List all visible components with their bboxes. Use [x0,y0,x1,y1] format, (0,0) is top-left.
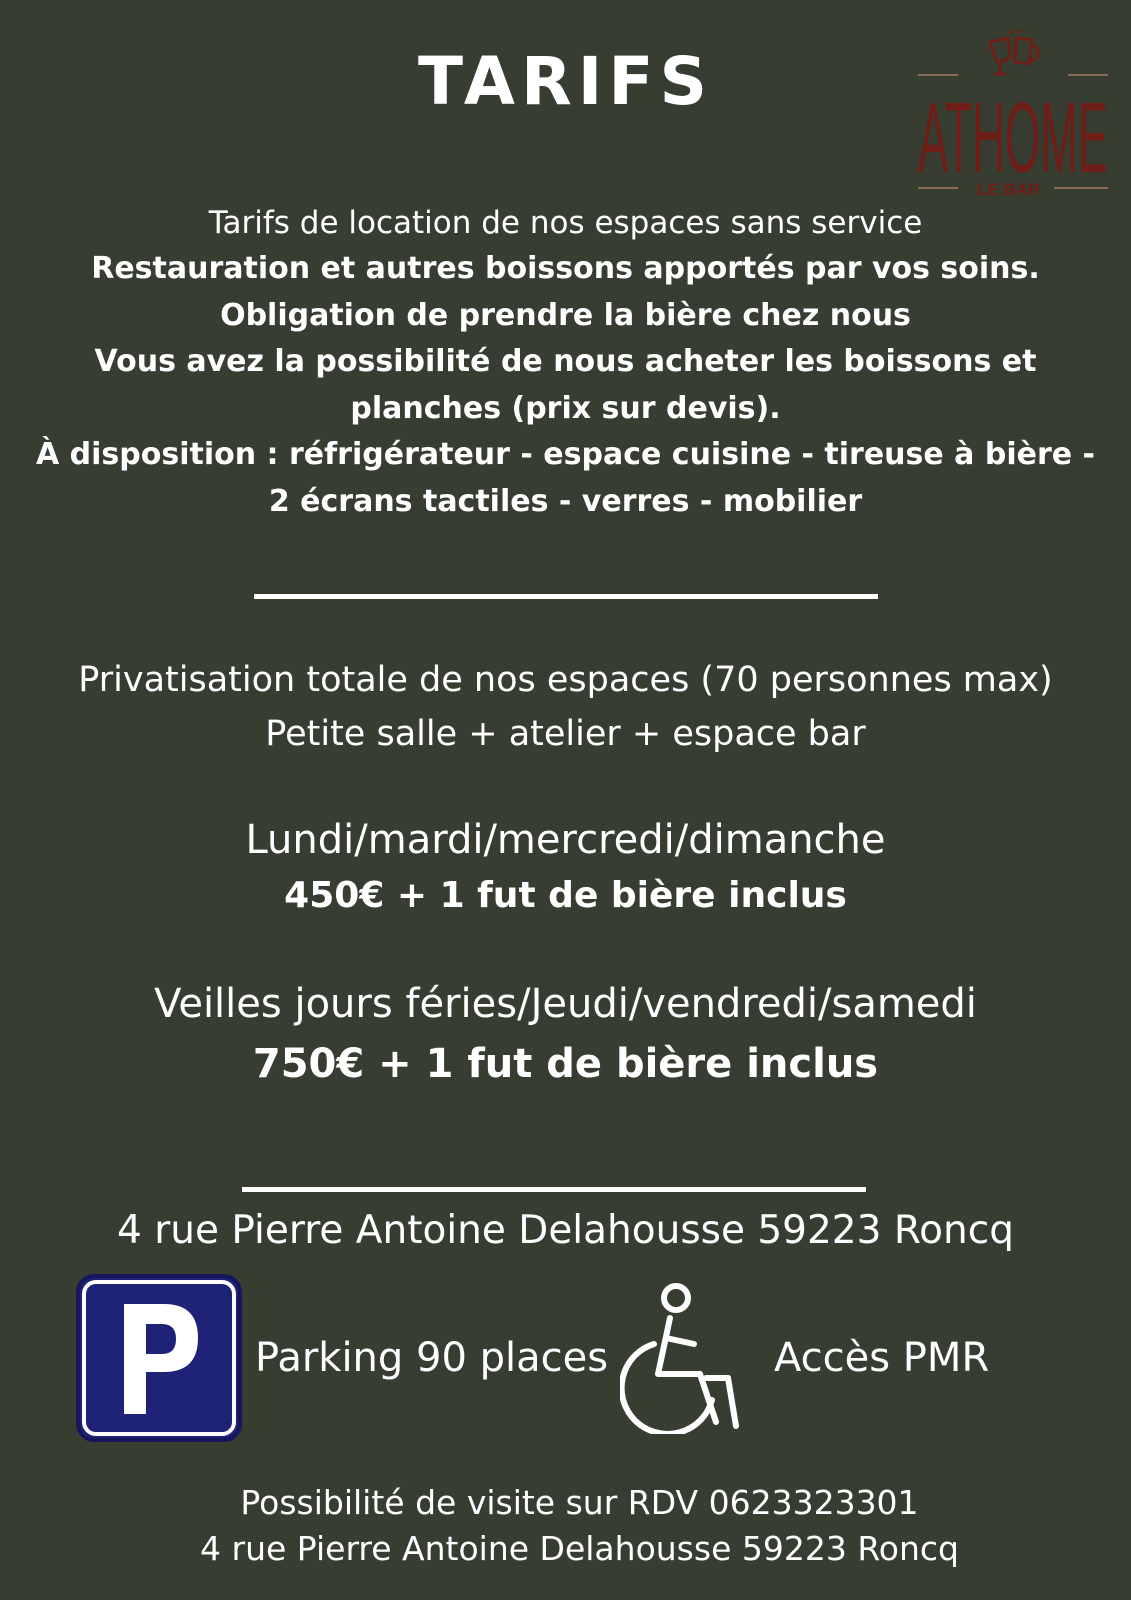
privatisation-spaces: Petite salle + atelier + espace bar [265,714,866,754]
page-title: TARIFS [418,43,713,120]
intro-line: planches (prix sur devis). [350,390,781,426]
intro-line: À disposition : réfrigérateur - espace cuisine - tireuse à bière - [36,437,1095,472]
intro-line: 2 écrans tactiles - verres - mobilier [268,483,863,519]
privatisation-heading: Privatisation totale de nos espaces (70 personnes max) [78,660,1053,700]
footer-address: 4 rue Pierre Antoine Delahousse 59223 Roncq [200,1529,959,1568]
parking-label: Parking 90 places [255,1335,609,1381]
athome-logo [918,30,1118,202]
intro-line: Restauration et autres boissons apportés par vos soins. [91,251,1040,286]
intro-conditions [0,246,1131,525]
logo-wordmark: ATHOME [918,82,1108,194]
section-divider [254,594,878,599]
beer-glasses-icon [918,30,1118,202]
address: 4 rue Pierre Antoine Delahousse 59223 Roncq [117,1208,1014,1253]
pmr-access-label: Accès PMR [774,1335,990,1381]
weekend-price: 750€ + 1 fut de bière inclus [252,1041,879,1087]
intro-rental-note: Tarifs de location de nos espaces sans service [208,205,923,241]
logo-subtitle: LE BAR [976,180,1040,199]
parking-sign-icon [76,1274,242,1442]
section-divider [242,1187,866,1192]
visit-appointment-line: Possibilité de visite sur RDV 0623323301 [240,1483,919,1522]
intro-line: Obligation de prendre la bière chez nous [220,297,911,333]
weekday-price: 450€ + 1 fut de bière inclus [284,875,847,916]
wheelchair-icon [620,1282,746,1434]
weekend-label: Veilles jours féries/Jeudi/vendredi/samedi [154,981,977,1027]
weekday-label: Lundi/mardi/mercredi/dimanche [245,817,886,863]
intro-line: Vous avez la possibilité de nous acheter les boissons et [94,344,1037,379]
